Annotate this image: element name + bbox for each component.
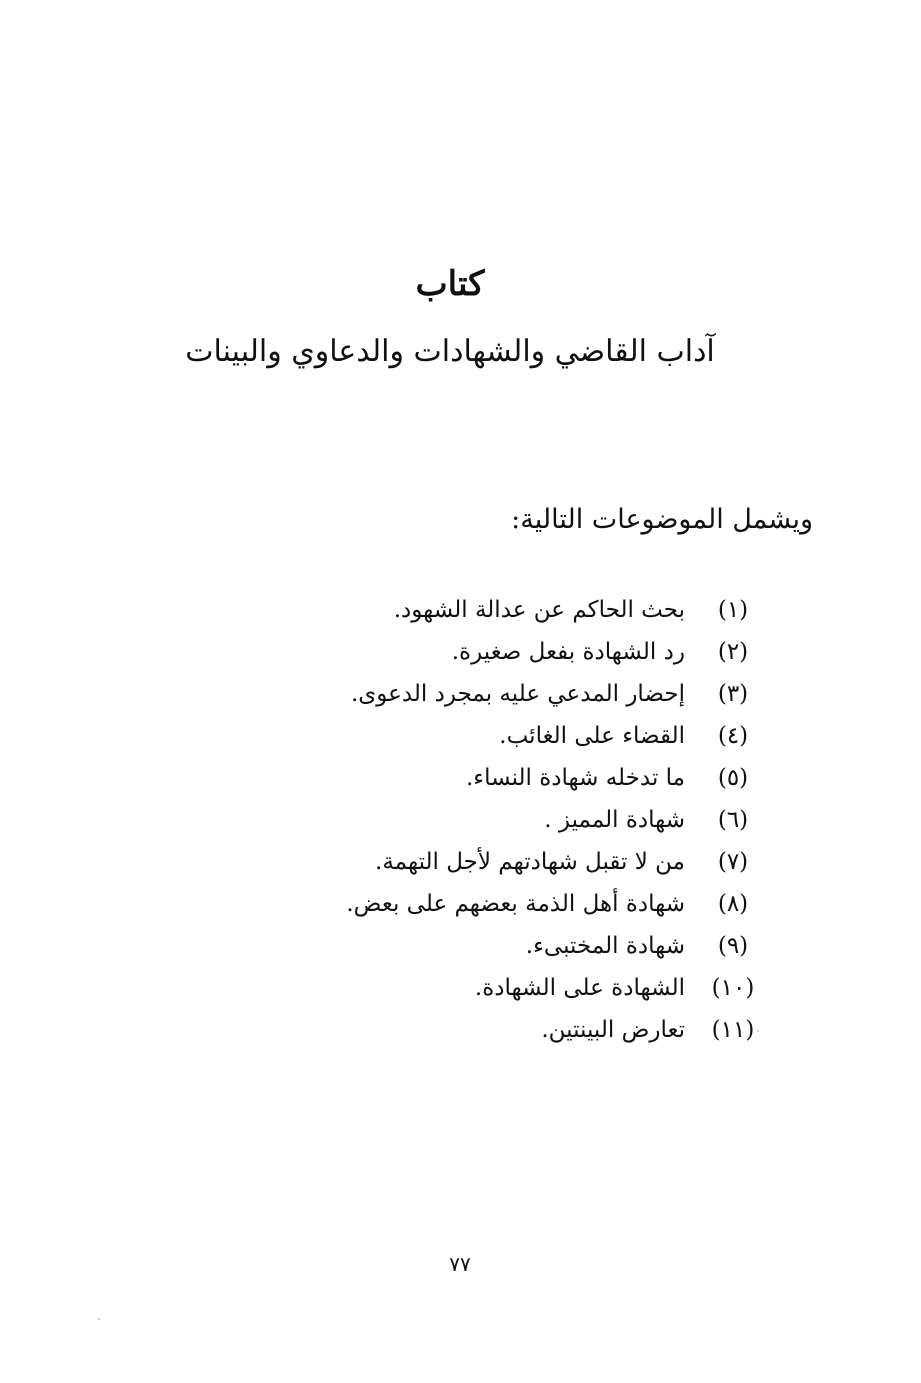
topic-text: شهادة المميز .	[544, 807, 685, 833]
topic-text: الشهادة على الشهادة.	[474, 975, 685, 1001]
topic-item	[346, 883, 755, 925]
topic-item	[346, 757, 755, 799]
topic-number: (٥)	[717, 765, 749, 791]
topics-list	[346, 589, 755, 1051]
page-number: ٧٧	[449, 1252, 471, 1276]
topic-item	[346, 631, 755, 673]
topic-number: (٣)	[717, 681, 749, 707]
topic-item	[346, 1009, 755, 1051]
topic-item	[346, 925, 755, 967]
topic-number: (٦)	[717, 807, 749, 833]
topic-text: شهادة المختبىء.	[525, 933, 685, 959]
topic-number: (١)	[717, 597, 749, 623]
topic-number: (٤)	[717, 723, 749, 749]
topic-text: رد الشهادة بفعل صغيرة.	[451, 639, 685, 665]
scan-speck	[757, 1030, 759, 1032]
chapter-title: آداب القاضي والشهادات والدعاوي والبينات	[185, 334, 715, 369]
topic-text: شهادة أهل الذمة بعضهم على بعض.	[346, 891, 685, 917]
topic-text: تعارض البينتين.	[541, 1017, 685, 1043]
topic-number: (٨)	[717, 891, 749, 917]
topic-text: من لا تقبل شهادتهم لأجل التهمة.	[375, 849, 685, 875]
topic-item	[346, 841, 755, 883]
topic-text: ما تدخله شهادة النساء.	[465, 765, 685, 791]
topic-text: بحث الحاكم عن عدالة الشهود.	[393, 597, 685, 623]
topic-number: (٢)	[717, 639, 749, 665]
scan-speck	[98, 1318, 100, 1320]
topic-item	[346, 715, 755, 757]
topic-number: (١١)	[711, 1017, 755, 1043]
topic-item	[346, 589, 755, 631]
topic-number: (٧)	[717, 849, 749, 875]
topic-item	[346, 799, 755, 841]
book-label: كتاب	[415, 264, 485, 304]
topics-intro: ويشمل الموضوعات التالية:	[511, 504, 813, 535]
topic-item	[346, 673, 755, 715]
topic-number: (١٠)	[711, 975, 755, 1001]
topic-item	[346, 967, 755, 1009]
topic-text: إحضار المدعي عليه بمجرد الدعوى.	[350, 681, 685, 707]
topic-text: القضاء على الغائب.	[499, 723, 685, 749]
topic-number: (٩)	[717, 933, 749, 959]
